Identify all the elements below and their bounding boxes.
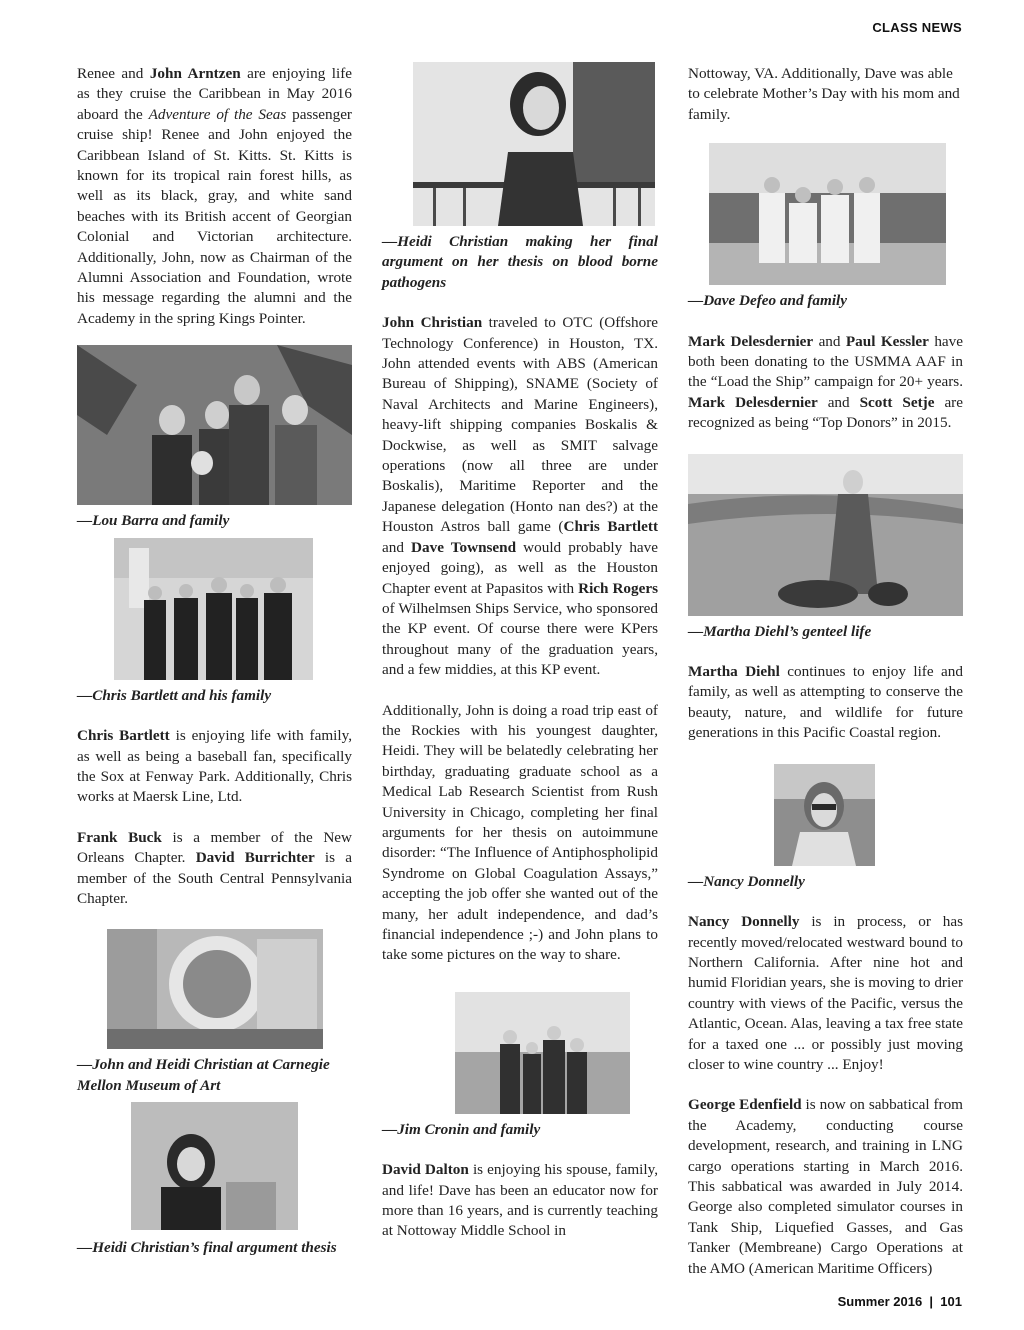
- caption-heidi: —Heidi Christian making her final argument on her thesis on blood borne pathogens: [382, 233, 658, 291]
- text: is in process, or has recently moved/relocated westward bound to Northern California. After nine hot and humid Floridian years, she is moving to drier country with views of the Pacific, versus the Atlantic, Ocean. Alas, leaving a tax free state for a taxed one ... or possibly just moving closer to wine country ... Enjoy!: [688, 913, 963, 1073]
- text: are recognized as being “Top Donors” in 2015.: [688, 393, 963, 432]
- photo-cronin-family: [455, 992, 630, 1114]
- text: would probably have enjoyed going), as well as the Houston Chapter event at Papasitos with: [382, 538, 658, 597]
- bartlett-paragraph: [77, 726, 352, 808]
- person-name: David Burrichter: [195, 849, 315, 867]
- person-name: Mark Delesdernier: [688, 393, 818, 411]
- caption-cronin: —Jim Cronin and family: [382, 1120, 541, 1138]
- person-name: George Edenfield: [688, 1096, 802, 1114]
- photo-diehl: [688, 454, 963, 616]
- dalton-continued: Nottoway, VA. Additionally, Dave was able to celebrate Mother’s Day with his mom and family.: [688, 65, 960, 123]
- photo-barra-family: [77, 345, 352, 505]
- text: traveled to OTC (Offshore Technology Conference) in Houston, TX. John attended events with ABS (American Bureau of Shipping), SNAME (Society of Naval Architects and Marine Engineers), heavy-lift shipping companies Boskalis & Dockwise, as well as SMIT salvage operations (now all three are under Boskalis), Maritime Reporter and the Japanese delegation (Honto nan des?) at the Houston Astros ball game (: [382, 314, 659, 536]
- text: have both been donating to the USMMA AAF in the “Load the Ship” campaign for 20+ years.: [688, 332, 963, 391]
- text: are enjoying life as they cruise the Caribbean in May 2016 aboard the: [77, 65, 352, 123]
- caption-defeo: —Dave Defeo and family: [688, 292, 848, 310]
- page-number: 101: [940, 1294, 962, 1309]
- page-footer: [838, 1294, 962, 1309]
- person-name: Nancy Donnelly: [688, 913, 800, 931]
- person-name: Frank Buck: [77, 828, 162, 846]
- text: is now on sabbatical from the Academy, conducting course development, research, and training in LNG cargo operations starting in March 2016. This sabbatical was awarded in July 2014. George also completed simulator courses in Tank Ship, Liquefied Gasses, and Gas Tanker (Membreane) Cargo Operations at the AMO (American Maritime Officers): [688, 1096, 963, 1277]
- person-name: Chris Bartlett: [77, 727, 170, 745]
- donors-paragraph: [688, 332, 963, 434]
- column-left: [77, 64, 352, 1259]
- text: is a member of the South Central Pennsylvania Chapter.: [77, 849, 352, 907]
- caption-carnegie: —John and Heidi Christian at Carnegie Mellon Museum of Art: [77, 1056, 330, 1094]
- text: is enjoying life with family, as well as being a baseball fan, specifically the Sox at Fenway Park. Additionally, Chris works at Maersk Line, Ltd.: [77, 727, 352, 806]
- text: of Wilhelmsen Ships Service, who sponsored the KP event. Of course there were KPers throughout many of the graduation years, and a few middies, at this KP event.: [382, 599, 658, 679]
- person-name: Dave Townsend: [411, 538, 517, 556]
- caption-bartlett: —Chris Bartlett and his family: [77, 686, 272, 704]
- dalton-paragraph: [382, 1160, 658, 1242]
- column-middle: [382, 64, 658, 1242]
- person-name: Martha Diehl: [688, 663, 780, 681]
- text: is a member of the New Orleans Chapter.: [77, 828, 352, 867]
- column-right: [688, 64, 963, 1279]
- photo-bartlett-family: [114, 538, 313, 680]
- person-name: John Arntzen: [149, 65, 241, 82]
- photo-donnelly: [774, 764, 875, 866]
- person-name: David Dalton: [382, 1161, 469, 1179]
- text: continues to enjoy life and family, as well as attempting to conserve the beauty, nature, and wildlife for future generations in this Pacific Coastal region.: [688, 663, 963, 742]
- text: Renee and: [77, 65, 150, 82]
- buck-paragraph: [77, 828, 352, 910]
- person-name: John Christian: [382, 314, 483, 332]
- caption-diehl: —Martha Diehl’s genteel life: [688, 622, 872, 640]
- caption-heidi-final: —Heidi Christian’s final argument thesis: [77, 1239, 337, 1257]
- photo-heidi-argument: [413, 62, 655, 226]
- person-name: Paul Kessler: [845, 332, 929, 350]
- person-name: Mark Delesdernier: [688, 332, 814, 350]
- photo-defeo-family: [709, 143, 946, 285]
- caption-donnelly: —Nancy Donnelly: [688, 872, 805, 890]
- arntzen-paragraph: [77, 64, 352, 329]
- text: and: [817, 393, 860, 411]
- text: passenger cruise ship! Renee and John enjoyed the Caribbean Island of St. Kitts. St. Kitts is known for its tropical rain forest hills, as well as its black, gray, and white sand beaches with its British accent of Georgian Colonial and Victorian architecture. Additionally, John, now as Chairman of the Alumni Association and Foundation, wrote his message regarding the alumni and the Academy in the spring Kings Pointer.: [77, 105, 352, 327]
- caption-barra: —Lou Barra and family: [77, 512, 230, 530]
- ship-name: Adventure of the Seas: [148, 105, 287, 123]
- person-name: Chris Bartlett: [563, 518, 659, 536]
- christian-paragraph-2: Additionally, John is doing a road trip east of the Rockies with his youngest daughter, Heidi. They will be belatedly celebrating her birthday, graduating graduate school as a Medical Lab Research Scientist from Rush University in Chicago, completing her final arguments for her thesis on autoimmune disorder: “The Influence of Antiphospholipid Syndrome on Global Coagulation Assays,” accepting the job offer she wanted out of the many, her adult independence, and dad’s financial independence ;-) and John plans to take some pictures on the way to share.: [382, 701, 658, 964]
- christian-paragraph-1: [382, 313, 658, 680]
- diehl-paragraph: [688, 662, 963, 744]
- footer-separator: |: [929, 1294, 934, 1309]
- text: and: [813, 332, 846, 350]
- text: is enjoying his spouse, family, and life! Dave has been an educator now for more than 16 years, and is currently teaching at Nottoway Middle School in: [382, 1161, 658, 1240]
- edenfield-paragraph: [688, 1095, 963, 1279]
- photo-carnegie-museum: [107, 929, 323, 1049]
- issue-label: Summer 2016: [837, 1294, 923, 1309]
- section-header: CLASS NEWS: [872, 20, 962, 35]
- person-name: Scott Setje: [859, 393, 935, 411]
- donnelly-paragraph: [688, 912, 963, 1075]
- photo-heidi-final-thesis: [131, 1102, 298, 1230]
- text: and: [382, 538, 412, 556]
- person-name: Rich Rogers: [578, 579, 658, 597]
